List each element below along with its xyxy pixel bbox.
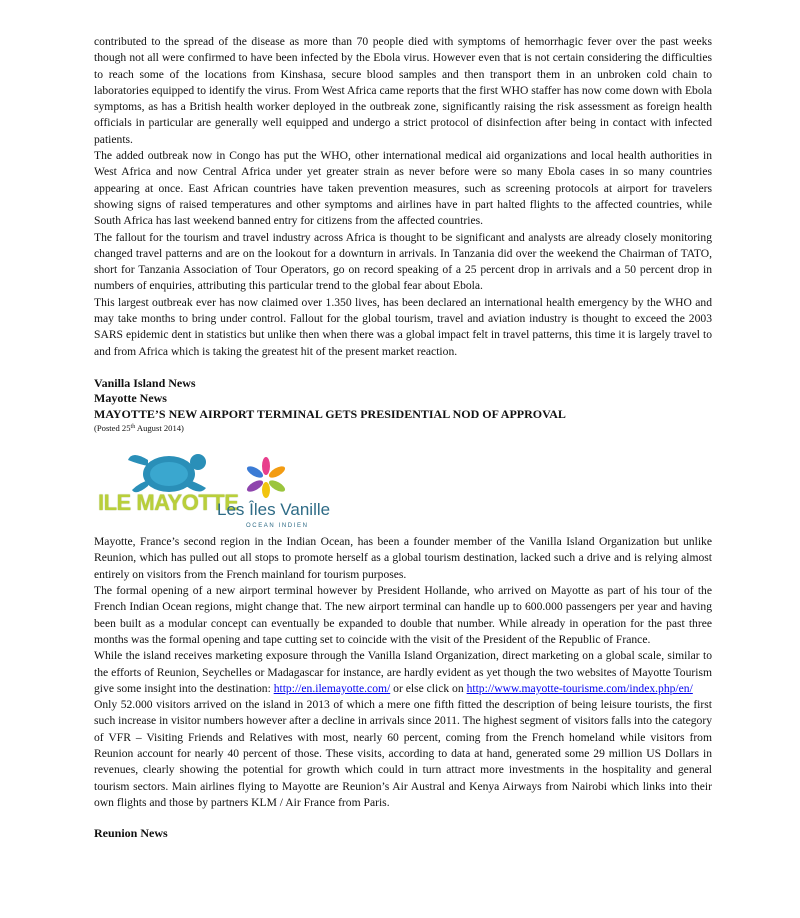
section-gap [94, 811, 712, 826]
les-iles-vanille-logo: Les Îles Vanille [217, 500, 331, 520]
logo-area [94, 434, 712, 534]
article-paragraph: This largest outbreak ever has now claimed over 1.350 lives, has been declared an international health emergency by the WHO and may take months to bring under control. Fallout for the global tourism, travel and aviation industry is thought to exceed the 2003 SARS epidemic dent in statistics but unlike then when there was a global impact felt in travel patterns, this time it is largely travel to and from Africa which is taking the greatest hit of the present market reaction. [94, 295, 712, 358]
document-page [94, 34, 712, 841]
article-paragraph: contributed to the spread of the disease as more than 70 people died with symptoms of hemorrhagic fever over the past weeks though not all were confirmed to have been infected by the Ebola virus. However even that is not certain considering the difficulties to reach some of the locations from Kinshasa, secure blood samples and then transport them in an unbroken cold chain to laboratories equipped to identify the virus. From West Africa came reports that the first WHO staffer has now come down with Ebola symptoms, as has a British health worker deployed in the outbreak zone, significantly raising the risk assessment as foreign health officials in particular are generally well equipped and undergo a strict protocol of disinfection after being in contact with infected patients. [94, 35, 712, 146]
article-paragraph: While the island receives marketing exposure through the Vanilla Island Organization, direct marketing on a global scale, similar to the efforts of Reunion, Seychelles or Madagascar for instance, are hardly evident as yet though the two websites of Mayotte Tourism give some insight into the destination: http://en.ilemayotte.com/ or else click on http://www.mayotte-tourisme.com/index.php/en/ [94, 649, 712, 695]
article-headline: MAYOTTE’S NEW AIRPORT TERMINAL GETS PRESIDENTIAL NOD OF APPROVAL [94, 406, 566, 421]
ebola-article [94, 34, 712, 360]
article-paragraph: Only 52.000 visitors arrived on the island in 2013 of which a mere one fifth fitted the description of being leisure tourists, the first such increase in visitor numbers however after a decline in arrivals since 2011. The highest segment of visitors falls into the category of VFR – Visiting Friends and Relatives with most, nearly 60 percent, coming from the French homeland while visitors from Reunion account for nearly 40 percent of those. These visits, according to data at hand, generated some 29 million US Dollars in revenues, clearly showing the potential for growth which could in turn attract more investments in the hospitality and general tourism sectors. Main airlines flying to Mayotte are Reunion’s Air Austral and Kenya Airways from Nairobi which links into their own flights and those by partners KLM / Air France from Paris. [94, 698, 712, 809]
article-paragraph: The fallout for the tourism and travel industry across Africa is thought to be significant and analysts are already closely monitoring changed travel patterns and are on the lookout for a downturn in arrivals. In Tanzania did over the weekend the Chairman of TATO, short for Tanzania Association of Tour Operators, go on record speaking of a 25 percent drop in arrivals and a 50 percent drop in numbers of enquiries, attributing this particular trend to the global fear about Ebola. [94, 230, 712, 293]
article-paragraph: The added outbreak now in Congo has put the WHO, other international medical aid organizations and local health authorities in West Africa and now Central Africa under yet greater strain as never before were so many Ebola cases in so many countries appearing at once. East African countries have taken prevention measures, such as screening protocols at airport for travelers showing signs of raised temperatures and other symptoms and airlines have in part halted flights to the affected countries, while South Africa has last weekend banned entry for citizens from the affected countries. [94, 149, 712, 228]
vanille-flower-icon [244, 456, 288, 500]
subsection-title: Mayotte News [94, 391, 167, 406]
section-title: Vanilla Island News [94, 375, 196, 390]
article-paragraph: Mayotte, France’s second region in the Indian Ocean, has been a founder member of the Vanilla Island Organization but unlike Reunion, which has pulled out all stops to promote herself as a global tourism destination, lacked such a drive and is relying almost entirely on visitors from the French mainland for tourism purposes. [94, 535, 712, 581]
ocean-indien-label: OCEAN INDIEN [246, 523, 309, 530]
next-section-title: Reunion News [94, 826, 168, 841]
article-paragraph: The formal opening of a new airport terminal however by President Hollande, who arrived on Mayotte as part of his tour of the French Indian Ocean regions, might change that. The new airport terminal can handle up to 600.000 passengers per year and having been built as a modular concept can eventually be expanded to double that number. While already in operation for the past three months was the formal opening and tape cutting set to coincide with the visit of the President of the Republic of France. [94, 584, 712, 646]
ile-mayotte-logo: ILE MAYOTTE [98, 490, 239, 516]
section-gap [94, 360, 712, 376]
ilemayotte-link[interactable]: http://en.ilemayotte.com/ [273, 681, 391, 695]
mayotte-article [94, 534, 712, 811]
posted-date: (Posted 25th August 2014) [94, 423, 184, 434]
mayotte-tourisme-link[interactable]: http://www.mayotte-tourisme.com/index.php/en/ [466, 681, 693, 695]
